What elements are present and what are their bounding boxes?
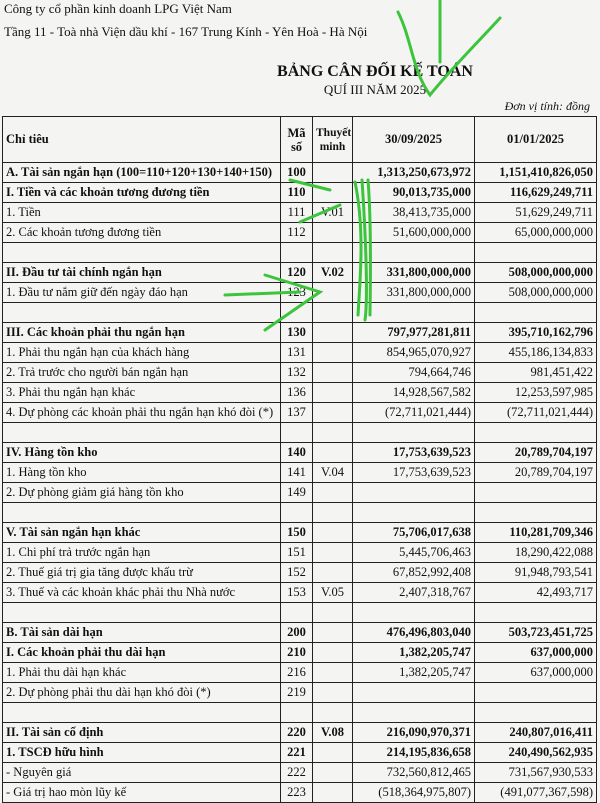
row-code: 137 [281,403,313,423]
row-value-30-09-2025: 2,407,318,767 [353,583,475,603]
row-note [313,303,353,323]
row-note [313,223,353,243]
row-note [313,443,353,463]
row-value-01-01-2025: 20,789,704,197 [475,463,597,483]
row-note [313,623,353,643]
table-row [3,383,597,403]
row-item [3,243,281,263]
row-code: 110 [281,183,313,203]
row-code: 200 [281,623,313,643]
row-note [313,543,353,563]
table-row [3,663,597,683]
row-value-01-01-2025: (491,077,367,598) [475,783,597,803]
row-note [313,643,353,663]
row-value-30-09-2025: 1,382,205,747 [353,663,475,683]
row-value-30-09-2025: 214,195,836,658 [353,743,475,763]
row-value-30-09-2025 [353,243,475,263]
row-code: 132 [281,363,313,383]
row-code: 130 [281,323,313,343]
row-note [313,763,353,783]
row-value-01-01-2025: 18,290,422,088 [475,543,597,563]
row-note: V.04 [313,463,353,483]
row-item: A. Tài sản ngắn hạn (100=110+120+130+140+150) [3,163,281,183]
row-value-01-01-2025: (72,711,021,444) [475,403,597,423]
row-value-30-09-2025 [353,683,475,703]
row-item [3,303,281,323]
row-code: 223 [281,783,313,803]
row-code: 111 [281,203,313,223]
row-item: - Giá trị hao mòn lũy kế [3,783,281,803]
table-header-row [3,117,597,163]
table-row [3,163,597,183]
row-code: 136 [281,383,313,403]
table-row [3,223,597,243]
row-item: B. Tài sản dài hạn [3,623,281,643]
table-row [3,763,597,783]
row-item: 1. Phải thu dài hạn khác [3,663,281,683]
row-code [281,503,313,523]
row-value-01-01-2025: 455,186,134,833 [475,343,597,363]
row-code: 131 [281,343,313,363]
row-item: I. Tiền và các khoản tương đương tiền [3,183,281,203]
row-item: 3. Phải thu ngắn hạn khác [3,383,281,403]
row-note [313,683,353,703]
row-value-01-01-2025 [475,483,597,503]
row-value-30-09-2025: 1,382,205,747 [353,643,475,663]
row-value-01-01-2025: 240,490,562,935 [475,743,597,763]
company-name: Công ty cổ phần kinh doanh LPG Việt Nam [4,1,232,16]
row-value-01-01-2025 [475,423,597,443]
row-value-30-09-2025: 1,313,250,673,972 [353,163,475,183]
row-item: 2. Trả trước cho người bán ngắn hạn [3,363,281,383]
row-value-30-09-2025: 17,753,639,523 [353,443,475,463]
row-note [313,423,353,443]
row-value-30-09-2025: (518,364,975,807) [353,783,475,803]
table-row [3,363,597,383]
table-row [3,643,597,663]
row-item: 4. Dự phòng các khoản phải thu ngắn hạn khó đòi (*) [3,403,281,423]
row-value-30-09-2025 [353,483,475,503]
row-value-30-09-2025: 797,977,281,811 [353,323,475,343]
header-code: Mã số [281,117,313,163]
table-row [3,283,597,303]
row-item: 1. Hàng tồn kho [3,463,281,483]
row-item: 1. Tiền [3,203,281,223]
row-value-01-01-2025: 240,807,016,411 [475,723,597,743]
row-value-30-09-2025: 794,664,746 [353,363,475,383]
row-code: 153 [281,583,313,603]
currency-unit: Đơn vị tính: đồng [504,99,590,113]
row-note [313,663,353,683]
header-col2: 01/01/2025 [475,117,597,163]
header-note: Thuyết minh [313,117,353,163]
spacer-row [3,603,597,623]
row-code: 100 [281,163,313,183]
row-code [281,603,313,623]
row-code: 220 [281,723,313,743]
row-value-30-09-2025: 67,852,992,408 [353,563,475,583]
row-item: II. Tài sản cố định [3,723,281,743]
table-row [3,683,597,703]
table-row [3,483,597,503]
row-value-01-01-2025 [475,303,597,323]
row-value-30-09-2025 [353,503,475,523]
table-row [3,583,597,603]
row-code: 221 [281,743,313,763]
row-value-30-09-2025: 854,965,070,927 [353,343,475,363]
row-note: V.05 [313,583,353,603]
row-value-30-09-2025: 17,753,639,523 [353,463,475,483]
table-row [3,723,597,743]
row-item [3,423,281,443]
spacer-row [3,703,597,723]
row-code: 210 [281,643,313,663]
row-value-30-09-2025: 216,090,970,371 [353,723,475,743]
row-item: - Nguyên giá [3,763,281,783]
row-note [313,363,353,383]
row-code: 141 [281,463,313,483]
balance-sheet-table [2,116,597,803]
row-value-01-01-2025: 508,000,000,000 [475,283,597,303]
row-note [313,503,353,523]
row-item: IV. Hàng tồn kho [3,443,281,463]
row-code: 152 [281,563,313,583]
row-item: II. Đầu tư tài chính ngắn hạn [3,263,281,283]
row-value-01-01-2025: 42,493,717 [475,583,597,603]
table-row [3,543,597,563]
row-value-01-01-2025 [475,243,597,263]
table-row [3,463,597,483]
row-code [281,703,313,723]
row-note [313,703,353,723]
row-value-01-01-2025: 12,253,597,985 [475,383,597,403]
row-note [313,603,353,623]
row-code: 123 [281,283,313,303]
header-item: Chỉ tiêu [3,117,281,163]
row-item [3,603,281,623]
row-value-01-01-2025 [475,703,597,723]
row-item: 2. Dự phòng giảm giá hàng tồn kho [3,483,281,503]
spacer-row [3,423,597,443]
row-value-30-09-2025: 14,928,567,582 [353,383,475,403]
row-note [313,403,353,423]
row-note [313,563,353,583]
row-value-01-01-2025 [475,603,597,623]
row-note [313,523,353,543]
row-note [313,383,353,403]
row-value-01-01-2025: 395,710,162,796 [475,323,597,343]
table-row [3,443,597,463]
document-title: BẢNG CÂN ĐỐI KẾ TOÁN [277,63,473,80]
row-code [281,243,313,263]
table-row [3,403,597,423]
row-note: V.08 [313,723,353,743]
row-item: 1. Phải thu ngắn hạn của khách hàng [3,343,281,363]
row-code: 151 [281,543,313,563]
row-value-01-01-2025: 981,451,422 [475,363,597,383]
row-note [313,323,353,343]
row-value-30-09-2025: 331,800,000,000 [353,263,475,283]
row-value-01-01-2025: 503,723,451,725 [475,623,597,643]
row-value-01-01-2025 [475,683,597,703]
row-item: 1. Đầu tư nắm giữ đến ngày đáo hạn [3,283,281,303]
row-value-30-09-2025: 476,496,803,040 [353,623,475,643]
row-code: 216 [281,663,313,683]
row-code: 222 [281,763,313,783]
row-value-30-09-2025: 732,560,812,465 [353,763,475,783]
row-item: I. Các khoản phải thu dài hạn [3,643,281,663]
row-value-30-09-2025 [353,703,475,723]
row-value-01-01-2025: 637,000,000 [475,663,597,683]
document-subtitle: QUÍ III NĂM 2025 [323,82,427,97]
row-value-01-01-2025: 637,000,000 [475,643,597,663]
row-value-01-01-2025 [475,503,597,523]
row-item: 1. Chi phí trả trước ngắn hạn [3,543,281,563]
row-item: III. Các khoản phải thu ngắn hạn [3,323,281,343]
row-value-30-09-2025 [353,303,475,323]
row-item: V. Tài sản ngắn hạn khác [3,523,281,543]
row-value-30-09-2025: 90,013,735,000 [353,183,475,203]
row-code: 149 [281,483,313,503]
row-code: 140 [281,443,313,463]
table-row [3,623,597,643]
row-value-01-01-2025: 508,000,000,000 [475,263,597,283]
table-row [3,203,597,223]
row-value-30-09-2025: 51,600,000,000 [353,223,475,243]
row-note [313,343,353,363]
row-code [281,423,313,443]
row-value-30-09-2025: 38,413,735,000 [353,203,475,223]
spacer-row [3,303,597,323]
row-value-30-09-2025: 5,445,706,463 [353,543,475,563]
row-item: 3. Thuế và các khoản khác phải thu Nhà nước [3,583,281,603]
table-row [3,323,597,343]
row-value-30-09-2025: 331,800,000,000 [353,283,475,303]
row-value-01-01-2025: 1,151,410,826,050 [475,163,597,183]
row-value-01-01-2025: 116,629,249,711 [475,183,597,203]
table-row [3,563,597,583]
row-item [3,703,281,723]
row-value-01-01-2025: 20,789,704,197 [475,443,597,463]
row-value-01-01-2025: 51,629,249,711 [475,203,597,223]
row-code: 112 [281,223,313,243]
row-item: 2. Dự phòng phải thu dài hạn khó đòi (*) [3,683,281,703]
row-note: V.01 [313,203,353,223]
row-item: 2. Các khoản tương đương tiền [3,223,281,243]
table-row [3,743,597,763]
row-code: 219 [281,683,313,703]
row-note: V.02 [313,263,353,283]
row-value-01-01-2025: 91,948,793,541 [475,563,597,583]
table-row [3,183,597,203]
row-value-30-09-2025 [353,423,475,443]
row-code: 150 [281,523,313,543]
row-note [313,163,353,183]
table-row [3,343,597,363]
row-value-30-09-2025: (72,711,021,444) [353,403,475,423]
row-note [313,743,353,763]
row-item: 2. Thuế giá trị gia tăng được khấu trừ [3,563,281,583]
row-value-30-09-2025 [353,603,475,623]
row-note [313,243,353,263]
row-note [313,483,353,503]
header-col1: 30/09/2025 [353,117,475,163]
table-row [3,263,597,283]
row-code: 120 [281,263,313,283]
row-item [3,503,281,523]
row-value-01-01-2025: 110,281,709,346 [475,523,597,543]
company-address: Tầng 11 - Toà nhà Viện dầu khí - 167 Trung Kính - Yên Hoà - Hà Nội [4,24,368,39]
spacer-row [3,503,597,523]
row-note [313,283,353,303]
row-value-01-01-2025: 65,000,000,000 [475,223,597,243]
row-code [281,303,313,323]
row-value-01-01-2025: 731,567,930,533 [475,763,597,783]
table-row [3,523,597,543]
row-note [313,183,353,203]
row-value-30-09-2025: 75,706,017,638 [353,523,475,543]
row-item: 1. TSCĐ hữu hình [3,743,281,763]
spacer-row [3,243,597,263]
